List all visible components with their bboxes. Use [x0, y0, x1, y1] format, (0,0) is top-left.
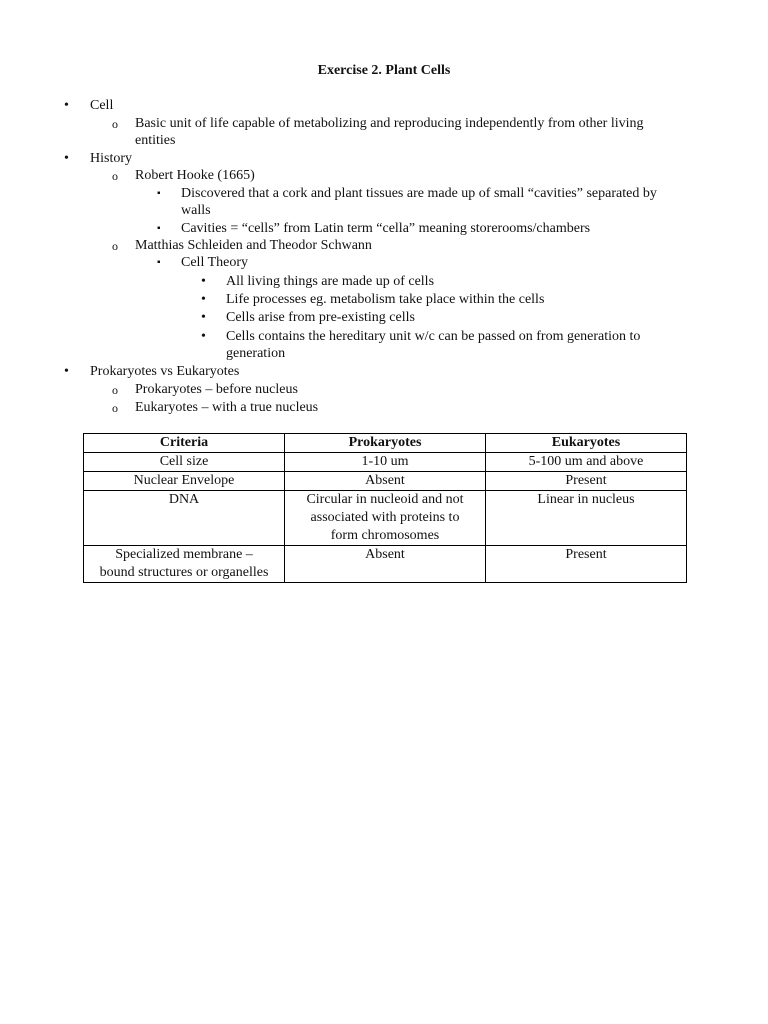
sub-bullet-text: Robert Hooke (1665) [135, 168, 255, 183]
square-bullet-marker: ▪ [157, 188, 161, 199]
table-cell [84, 453, 285, 472]
cell-text: bound structures or organelles [99, 565, 269, 580]
header-eukaryotes: Eukaryotes [486, 434, 687, 453]
theory-text: Cells contains the hereditary unit w/c can be passed on from generation to [226, 329, 641, 344]
theory-text: Cells arise from pre-existing cells [226, 310, 415, 325]
bullet-text: History [90, 151, 132, 166]
table-cell [486, 453, 687, 472]
detail-text: Discovered that a cork and plant tissues are made up of small “cavities” separated by [181, 186, 657, 201]
table-row [84, 453, 687, 472]
cell-text: 5-100 um and above [528, 454, 644, 469]
table-cell [84, 472, 285, 491]
cell-text: DNA [168, 492, 200, 507]
cell-text: Present [565, 473, 607, 488]
sub-bullet-text: Eukaryotes – with a true nucleus [135, 400, 319, 415]
sub-bullet-marker: o [112, 401, 118, 415]
comparison-table [83, 433, 687, 583]
table-cell [84, 491, 285, 546]
bullet-marker: • [201, 329, 206, 344]
sub-bullet-text: Matthias Schleiden and Theodor Schwann [135, 238, 372, 253]
bullet-marker: • [201, 274, 206, 289]
table-row [84, 546, 687, 583]
detail-text: Cell Theory [181, 255, 249, 270]
page-title: Exercise 2. Plant Cells [317, 63, 451, 78]
table-header-row [84, 434, 687, 453]
bullet-marker: • [64, 151, 69, 166]
header-prokaryotes: Prokaryotes [285, 434, 486, 453]
cell-text: form chromosomes [330, 528, 440, 543]
cell-text: Circular in nucleoid and not [306, 492, 464, 507]
sub-bullet-text: Basic unit of life capable of metabolizing and reproducing independently from other living [135, 116, 644, 131]
bullet-marker: • [64, 98, 69, 113]
sub-bullet-marker: o [112, 239, 118, 253]
table-cell [486, 546, 687, 583]
sub-bullet-marker: o [112, 117, 118, 131]
theory-text: generation [226, 346, 286, 361]
header-criteria: Criteria [84, 434, 285, 453]
sub-bullet-marker: o [112, 169, 118, 183]
cell-text: Linear in nucleus [537, 492, 635, 507]
detail-text: walls [181, 203, 211, 218]
sub-bullet-marker: o [112, 383, 118, 397]
table-cell [285, 453, 486, 472]
table-cell [285, 546, 486, 583]
bullet-text: Cell [90, 98, 114, 113]
table-cell [486, 472, 687, 491]
bullet-marker: • [201, 292, 206, 307]
cell-text: Present [565, 547, 607, 562]
bullet-marker: • [201, 310, 206, 325]
bullet-marker: • [64, 364, 69, 379]
cell-text: 1-10 um [361, 454, 409, 469]
table-cell [84, 546, 285, 583]
table-row [84, 472, 687, 491]
cell-text: Absent [365, 473, 405, 488]
cell-text: Cell size [159, 454, 209, 469]
sub-bullet-text: entities [135, 133, 176, 148]
cell-text: associated with proteins to [310, 510, 460, 525]
theory-text: All living things are made up of cells [226, 274, 435, 289]
table-cell [285, 491, 486, 546]
table-cell [285, 472, 486, 491]
cell-text: Nuclear Envelope [133, 473, 235, 488]
table-cell [486, 491, 687, 546]
square-bullet-marker: ▪ [157, 257, 161, 268]
square-bullet-marker: ▪ [157, 223, 161, 234]
table-row [84, 491, 687, 546]
detail-text: Cavities = “cells” from Latin term “cella” meaning storerooms/chambers [181, 221, 591, 236]
cell-text: Absent [365, 547, 405, 562]
sub-bullet-text: Prokaryotes – before nucleus [135, 382, 298, 397]
bullet-text: Prokaryotes vs Eukaryotes [90, 364, 240, 379]
cell-text: Specialized membrane – [115, 547, 253, 562]
theory-text: Life processes eg. metabolism take place within the cells [226, 292, 545, 307]
